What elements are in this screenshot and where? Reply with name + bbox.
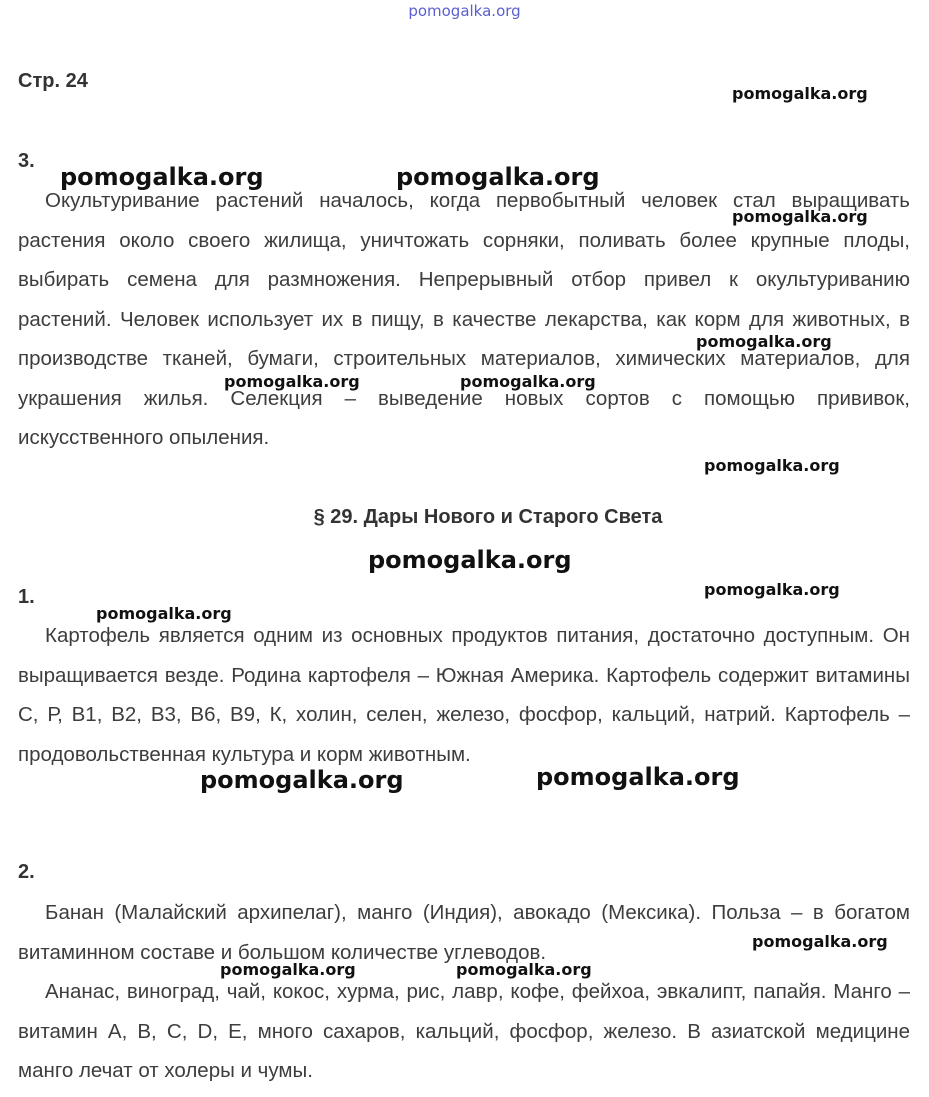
watermark: pomogalka.org	[220, 960, 356, 979]
page-number: Стр. 24	[18, 70, 88, 92]
question-3-number: 3.	[18, 150, 35, 172]
watermark: pomogalka.org	[696, 332, 832, 351]
watermark: pomogalka.org	[224, 372, 360, 391]
watermark: pomogalka.org	[96, 604, 232, 623]
watermark: pomogalka.org	[456, 960, 592, 979]
watermark: pomogalka.org	[752, 932, 888, 951]
s29-question-2-text	[18, 893, 910, 1091]
watermark: pomogalka.org	[704, 580, 840, 599]
question-3-body: Окультуривание растений началось, когда первобытный человек стал выращивать растения около своего жилища, уничтожать сорняки, поливать более крупные плоды, выбирать семена для размножения. Непрерывный отбор привел к окультуриванию растений. Человек использует их в пищу, в качестве лекарства, как корм для животных, в производстве тканей, бумаги, строительных материалов, химических материалов, для украшения жилья. Селекция – выведение новых сортов с помощью прививок, искусственного опыления.	[18, 189, 910, 449]
watermark: pomogalka.org	[368, 546, 572, 574]
watermark: pomogalka.org	[536, 763, 740, 791]
section-title: § 29. Дары Нового и Старого Света	[313, 506, 663, 528]
s29-question-1-body: Картофель является одним из основных продуктов питания, достаточно доступным. Он выращивается везде. Родина картофеля – Южная Америка. Картофель содержит витамины С, Р, В1, В2, В3, В6, В9, К, холин, селен, железо, фосфор, кальций, натрий. Картофель – продовольственная культура и корм животным.	[18, 624, 910, 766]
watermark: pomogalka.org	[60, 163, 264, 191]
watermark: pomogalka.org	[704, 456, 840, 475]
s29-question-2-body-2: Ананас, виноград, чай, кокос, хурма, рис, лавр, кофе, фейхоа, эвкалипт, папайя. Манго – витамин А, В, С, D, Е, много сахаров, кальций, фосфор, железо. В азиатской медицине манго лечат от холеры и чумы.	[18, 980, 910, 1082]
watermark: pomogalka.org	[732, 207, 868, 226]
s29-question-1-text	[18, 616, 910, 774]
watermark: pomogalka.org	[732, 84, 868, 103]
s29-question-2-number: 2.	[18, 861, 35, 883]
watermark: pomogalka.org	[200, 766, 404, 794]
watermark: pomogalka.org	[396, 163, 600, 191]
s29-question-1-number: 1.	[18, 586, 35, 608]
top-watermark: pomogalka.org	[408, 2, 521, 20]
s29-question-2-body-1: Банан (Малайский архипелаг), манго (Индия), авокадо (Мексика). Польза – в богатом витаминном составе и большом количестве углеводов.	[18, 901, 910, 964]
watermark: pomogalka.org	[460, 372, 596, 391]
